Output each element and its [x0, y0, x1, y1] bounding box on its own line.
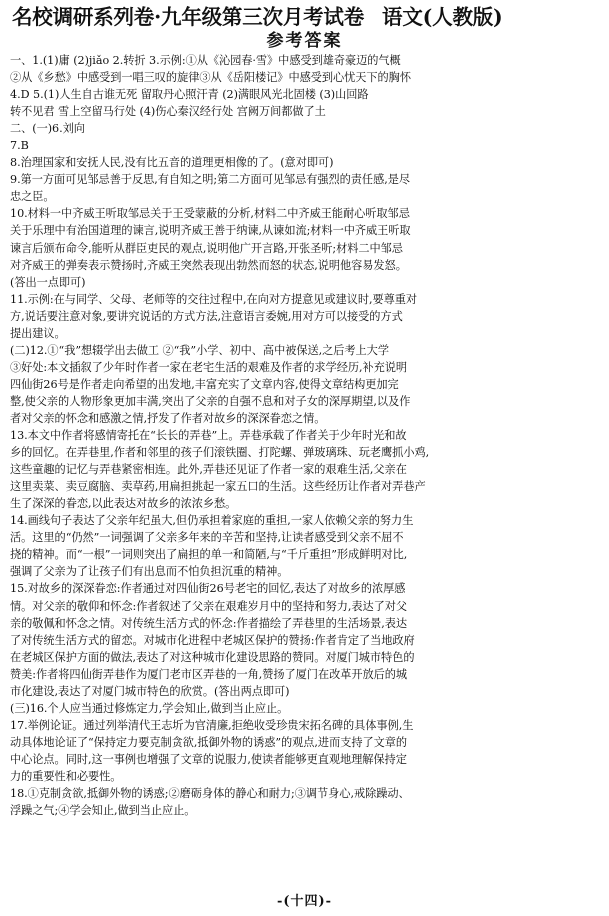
answer-line: 忠之臣。 — [10, 190, 55, 204]
answer-line: (答出一点即可) — [10, 275, 86, 289]
answer-line: 市化建设,表达了对厦门城市特色的欣赏。(答出两点即可) — [10, 684, 290, 698]
answer-line: 9.第一方面可见邹忌善于反思,有自知之明;第二方面可见邹忌有强烈的责任感,是尽 — [10, 173, 410, 187]
answer-line: 四仙街26号是作者走向希望的出发地,丰富充实了文章内容,使得文章结构更加完 — [10, 377, 399, 391]
exam-title-main: 名校调研系列卷·九年级第三次月考试卷 — [12, 5, 365, 29]
answer-line: 亲的敬佩和怀念之情。对传统生活方式的怀念:作者描绘了弄巷里的生活场景,表达 — [10, 616, 408, 630]
answer-line: 17.举例论证。通过列举清代王志圻为官清廉,拒绝收受珍贵宋拓名碑的具体事例,生 — [10, 718, 414, 732]
answer-line: 对齐威王的弹奏表示赞扬时,齐威王突然表现出勃然而怒的状态,说明他容易发怒。 — [10, 258, 407, 272]
answer-line: 挠的精神。而“一根”一词则突出了扁担的单一和简陋,与“千斤重担”形成鲜明对比, — [10, 548, 408, 562]
answer-line: 18.①克制贪欲,抵御外物的诱惑;②磨砺身体的静心和耐力;③调节身心,戒除躁动、 — [10, 787, 410, 801]
answer-line: 方,说话要注意对象,要讲究说话的方式方法,注意语言委婉,用对方可以接受的方式 — [10, 309, 403, 323]
answer-line: 10.材料一中齐威王听取邹忌关于王受蒙蔽的分析,材料二中齐威王能耐心听取邹忌 — [10, 207, 410, 221]
answer-line: 浮躁之气;④学会知止,做到当止应止。 — [10, 804, 196, 818]
answer-line: 力的重要性和必要性。 — [10, 769, 122, 783]
answer-line: 一、1.(1)庸 (2)jiǎo 2.转折 3.示例:①从《沁园春·雪》中感受到雄奇豪迈的气概 — [10, 54, 401, 67]
answer-line: 中心论点。同时,这一事例也增强了文章的说服力,使读者能够更直观地理解保持定 — [10, 752, 407, 766]
answer-body — [10, 52, 599, 819]
answer-line: 14.画线句子表达了父亲年纪虽大,但仍承担着家庭的重担,一家人依赖父亲的努力生 — [10, 514, 414, 528]
answer-line: 整,使父亲的人物形象更加丰满,突出了父亲的自强不息和对子女的深厚期望,以及作 — [10, 394, 411, 408]
answer-line: 提出建议。 — [10, 326, 66, 340]
answer-line: 这里卖菜、卖豆腐脑、卖草药,用扁担挑起一家五口的生活。这些经历让作者对弄巷产 — [10, 480, 426, 494]
exam-title-subject: 语文(人教版) — [382, 5, 503, 29]
answer-line: 13.本文中作者将感情寄托在“长长的弄巷”上。弄巷承载了作者关于少年时光和故 — [10, 429, 407, 443]
answer-line: 活。这里的“仍然”一词强调了父亲多年来的辛苦和坚持,让读者感受到父亲不屈不 — [10, 531, 404, 545]
answer-line: 动具体地论证了“保持定力要克制贪欲,抵御外物的诱惑”的观点,进而支持了文章的 — [10, 735, 408, 749]
answer-line: 转不见君 雪上空留马行处 (4)伤心秦汉经行处 宫阙万间都做了土 — [10, 105, 326, 119]
answer-line: 强调了父亲为了让孩子们有出息而不怕负担沉重的精神。 — [10, 565, 289, 579]
answer-line: 赞美:作者将四仙街弄巷作为厦门老市区弄巷的一角,赞扬了厦门在改革开放后的城 — [10, 667, 408, 681]
answer-line: 乡的回忆。在弄巷里,作者和邻里的孩子们滚铁圈、打陀螺、弹玻璃珠、玩老鹰抓小鸡, — [10, 446, 430, 460]
answer-line: (三)16.个人应当通过修炼定力,学会知止,做到当止应止。 — [10, 701, 289, 715]
answer-line: 7.B — [10, 139, 29, 153]
answer-key-heading: 参考答案 — [266, 31, 343, 51]
answer-line: 了对传统生活方式的留恋。对城市化进程中老城区保护的赞扬:作者肯定了当地政府 — [10, 633, 415, 647]
exam-title — [12, 4, 599, 30]
answer-line: 这些童趣的记忆与弄巷紧密相连。此外,弄巷还见证了作者一家的艰难生活,父亲在 — [10, 463, 407, 477]
answer-line: (二)12.①“我”想辍学出去做工 ②“我”小学、初中、高中被保送,之后考上大学 — [10, 343, 389, 357]
answer-line: 4.D 5.(1)人生自古谁无死 留取丹心照汗青 (2)满眼风光北固楼 (3)山回路 — [10, 88, 369, 102]
answer-line: 在老城区保护方面的做法,表达了对这种城市化建设思路的赞同。对厦门城市特色的 — [10, 650, 415, 664]
answer-line: 11.示例:在与同学、父母、老师等的交往过程中,在向对方提意见或建议时,要尊重对 — [10, 292, 418, 306]
answer-line: 15.对故乡的深深眷恋:作者通过对四仙街26号老宅的回忆,表达了对故乡的浓厚感 — [10, 582, 406, 596]
answer-line: 情。对父亲的敬仰和怀念:作者叙述了父亲在艰难岁月中的坚持和努力,表达了对父 — [10, 599, 408, 613]
answer-line: 谏言后颁布命令,能听从群臣吏民的观点,说明他广开言路,开张圣听;材料二中邹忌 — [10, 241, 403, 255]
answer-line: 二、(一)6.刘向 — [10, 122, 85, 136]
answer-line: 8.治理国家和安抚人民,没有比五音的道理更相像的了。(意对即可) — [10, 156, 334, 170]
answer-line: ②从《乡愁》中感受到一唱三叹的旋律③从《岳阳楼记》中感受到心忧天下的胸怀 — [10, 71, 411, 85]
answer-line: ③好处:本文插叙了少年时作者一家在老宅生活的艰难及作者的求学经历,补充说明 — [10, 360, 408, 374]
answer-line: 者对父亲的怀念和感激之情,抒发了作者对故乡的深深眷恋之情。 — [10, 411, 326, 425]
answer-line: 关于乐理中有治国道理的谏言,说明齐威王善于纳谏,从谏如流;材料一中齐威王听取 — [10, 224, 411, 238]
page-number: -(十四)- — [276, 894, 333, 909]
answer-line: 生了深深的眷恋,以此表达对故乡的浓浓乡愁。 — [10, 497, 237, 511]
